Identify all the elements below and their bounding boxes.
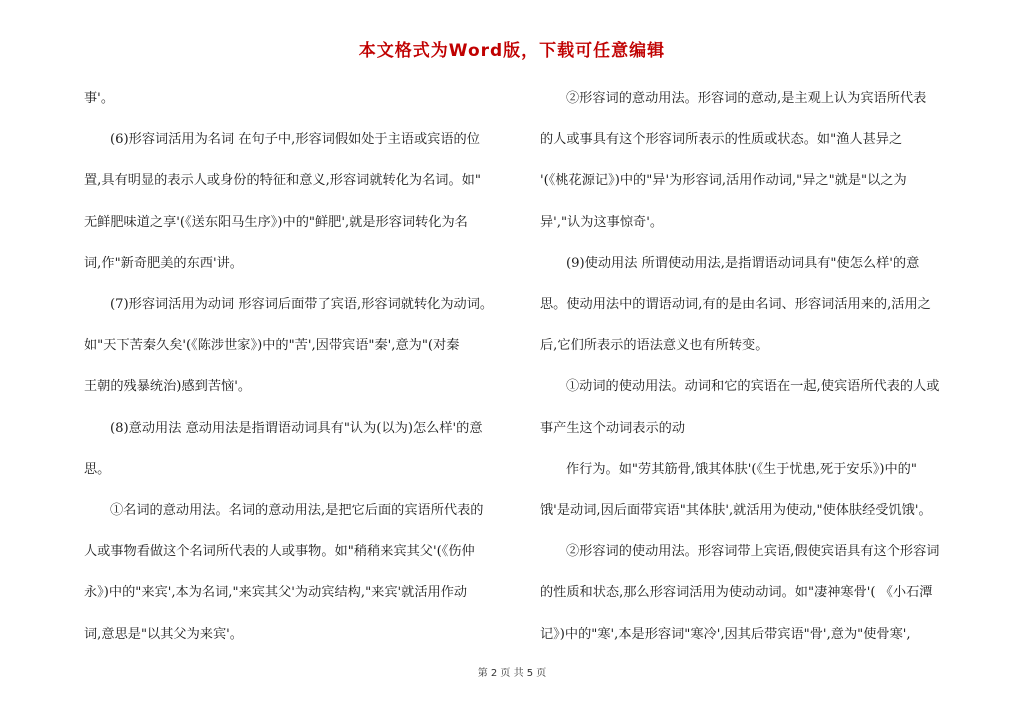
- text-line: 如"天下苦秦久矣'(《陈涉世家》)中的"苦',因带宾语"秦',意为"(对秦: [84, 338, 460, 354]
- page-footer: 第 2 页 共 5 页: [477, 668, 547, 679]
- text-line: (7)形容词活用为动词 形容词后面带了宾语,形容词就转化为动词。: [110, 297, 494, 313]
- text-line: ②形容词的意动用法。形容词的意动,是主观上认为宾语所代表: [566, 91, 927, 106]
- text-line: 事产生这个动词表示的动: [540, 420, 686, 436]
- text-line: (8)意动用法 意动用法是指谓语动词具有"认为(以为)怎么样'的意: [110, 420, 483, 436]
- text-line: ①名词的意动用法。名词的意动用法,是把它后面的宾语所代表的: [110, 503, 484, 519]
- text-line: 永》)中的"来宾',本为名词,"来宾其父'为动宾结构,"来宾'就活用作动: [84, 585, 468, 601]
- text-line: 作行为。如"劳其筋骨,饿其体肤'(《生于忧患,死于安乐》)中的": [566, 461, 917, 477]
- text-line: 无鲜肥味道之享'(《送东阳马生序》)中的"鲜肥',就是形容词转化为名: [84, 214, 468, 230]
- text-line: 人或事物看做这个名词所代表的人或事物。如"稍稍来宾其父'(《伤仲: [84, 544, 475, 560]
- text-line: 异',"认为这事惊奇'。: [540, 214, 664, 230]
- document-banner: 本文格式为Word版，下载可任意编辑: [358, 41, 666, 61]
- text-line: 记》)中的"寒',本是形容词"寒冷',因其后带宾语"骨',意为"使骨寒',: [540, 626, 911, 642]
- text-line: (6)形容词活用为名词 在句子中,形容词假如处于主语或宾语的位: [110, 132, 480, 148]
- left-column: [84, 78, 504, 655]
- text-line: 词,作"新奇肥美的东西'讲。: [84, 255, 243, 271]
- text-line: ①动词的使动用法。动词和它的宾语在一起,使宾语所代表的人或: [566, 379, 940, 395]
- right-column: [540, 78, 960, 655]
- text-line: (9)使动用法 所谓使动用法,是指谓语动词具有"使怎么样'的意: [566, 255, 920, 271]
- text-line: 饿'是动词,因后面带宾语"其体肤',就活用为使动,"使体肤经受饥饿'。: [540, 503, 932, 519]
- text-line: 王朝的残暴统治)感到苦恼'。: [84, 379, 252, 395]
- text-line: 的性质和状态,那么形容词活用为使动动词。如"凄神寒骨'( 《小石潭: [540, 585, 933, 601]
- text-line: 思。使动用法中的谓语动词,有的是由名词、形容词活用来的,活用之: [540, 297, 931, 313]
- text-line: ②形容词的使动用法。形容词带上宾语,假使宾语具有这个形容词: [566, 544, 940, 560]
- text-line: 词,意思是"以其父为来宾'。: [84, 626, 243, 642]
- text-line: 的人或事具有这个形容词所表示的性质或状态。如"渔人甚异之: [540, 132, 903, 148]
- text-line: 置,具有明显的表示人或身份的特征和意义,形容词就转化为名词。如": [84, 173, 481, 189]
- text-line: '(《桃花源记》)中的"异'为形容词,活用作动词,"异之"就是"以之为: [540, 173, 907, 189]
- text-line: 后,它们所表示的语法意义也有所转变。: [540, 338, 769, 354]
- text-line: 事'。: [84, 91, 115, 106]
- text-line: 思。: [84, 461, 111, 477]
